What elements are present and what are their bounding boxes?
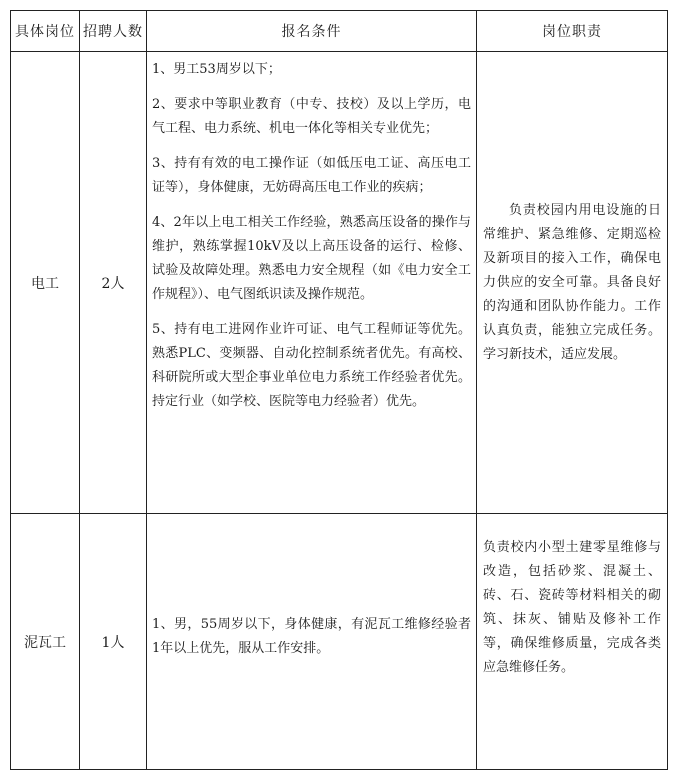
count-cell: 2人 bbox=[80, 52, 147, 514]
requirement-item: 3、持有有效的电工操作证（如低压电工证、高压电工证等），身体健康，无妨碍高压电工作业的疾病； bbox=[152, 156, 471, 195]
requirement-item: 2、要求中等职业教育（中专、技校）及以上学历，电气工程、电力系统、机电一体化等相关专业优先； bbox=[152, 97, 471, 136]
requirement-item: 5、持有电工进网作业许可证、电气工程师证等优先。熟悉PLC、变频器、自动化控制系统者优先。有高校、科研院所或大型企事业单位电力系统工作经验者优先。持定行业（如学校、医院等电力经验者）优先。 bbox=[152, 322, 471, 409]
table-row-mason bbox=[11, 514, 668, 770]
table-row-electrician bbox=[11, 52, 668, 514]
header-requirements: 报名条件 bbox=[147, 11, 477, 52]
requirement-item: 4、2年以上电工相关工作经验，熟悉高压设备的操作与维护，熟练掌握10kV及以上高压设备的运行、检修、试验及故障处理。熟悉电力安全规程（如《电力安全工作规程》）、电气图纸识读及操作规范。 bbox=[152, 215, 471, 302]
requirement-item: 1、男工53周岁以下； bbox=[152, 62, 281, 77]
duty-cell bbox=[477, 52, 668, 514]
table-header-row bbox=[11, 11, 668, 52]
header-duty: 岗位职责 bbox=[477, 11, 668, 52]
duty-text: 负责校园内用电设施的日常维护、紧急维修、定期巡检及新项目的接入工作，确保电力供应的安全可靠。具备良好的沟通和团队协作能力。工作认真负责，能独立完成任务。学习新技术，适应发展。 bbox=[483, 202, 661, 362]
requirement-item: 1、男，55周岁以下，身体健康，有泥瓦工维修经验者1年以上优先，服从工作安排。 bbox=[152, 617, 471, 656]
count-cell: 1人 bbox=[80, 514, 147, 770]
position-cell: 泥瓦工 bbox=[11, 514, 80, 770]
position-cell: 电工 bbox=[11, 52, 80, 514]
duty-cell: 负责校内小型土建零星维修与改造，包括砂浆、混凝土、砖、石、瓷砖等材料相关的砌筑、抹灰、铺贴及修补工作等，确保维修质量，完成各类应急维修任务。 bbox=[477, 514, 668, 770]
recruitment-table bbox=[10, 10, 668, 770]
header-count: 招聘人数 bbox=[80, 11, 147, 52]
header-position: 具体岗位 bbox=[11, 11, 80, 52]
requirements-cell bbox=[147, 52, 477, 514]
requirements-cell bbox=[147, 514, 477, 770]
